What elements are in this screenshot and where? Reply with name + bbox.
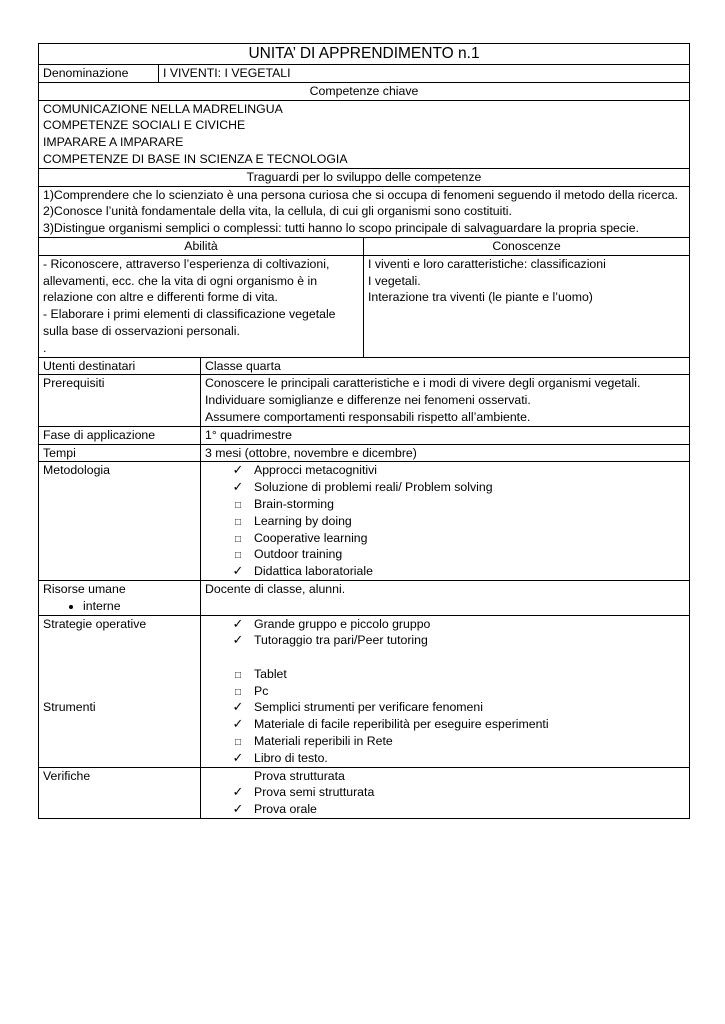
check-icon: [229, 801, 247, 818]
competenze-list: [39, 100, 690, 168]
checklist-item: [229, 716, 685, 733]
abilita-header: Abilità: [39, 237, 364, 255]
document: [38, 43, 689, 819]
conoscenza-item: I viventi e loro caratteristiche: classificazioni: [368, 256, 606, 271]
check-icon: [229, 462, 247, 479]
check-icon: [229, 699, 247, 716]
checklist-item: [229, 513, 685, 530]
checklist-item-text: Prova orale: [254, 802, 317, 817]
competenze-header: Competenze chiave: [39, 82, 690, 100]
utenti-value: Classe quarta: [201, 357, 690, 375]
metodologia-cell: [201, 462, 690, 581]
competenza-item: IMPARARE A IMPARARE: [43, 135, 184, 150]
abilita-item: - Riconoscere, attraverso l’esperienza di coltivazioni, allevamenti, ecc. che la vita di ogni organismo è in relazione con altre e differenti forme di vita.: [43, 256, 330, 305]
strategie-strumenti-label-cell: [39, 615, 201, 767]
conoscenze-list: [364, 255, 690, 357]
checklist-item-text: Soluzione di problemi reali/ Problem solving: [254, 480, 493, 495]
checklist-item: [229, 784, 685, 801]
checklist-item-text: Libro di testo.: [254, 750, 328, 765]
check-icon: [229, 750, 247, 767]
abilita-item: - Elaborare i primi elementi di classificazione vegetale sulla base di osservazioni personali.: [43, 307, 336, 338]
label-spacer: [43, 632, 196, 699]
strategie-label: Strategie operative: [43, 616, 147, 631]
risorse-value: Docente di classe, alunni.: [201, 580, 690, 615]
strumenti-list: [205, 666, 685, 767]
abilita-item: .: [43, 340, 47, 355]
checklist-item-text: Prova semi strutturata: [254, 785, 375, 800]
risorse-label-cell: [39, 580, 201, 615]
verifiche-cell: [201, 767, 690, 818]
verifiche-list: [205, 768, 685, 818]
checklist-item-text: Cooperative learning: [254, 530, 368, 545]
conoscenze-header: Conoscenze: [364, 237, 690, 255]
conoscenza-item: I vegetali.: [368, 273, 421, 288]
check-icon: [229, 616, 247, 633]
list-spacer: [205, 649, 685, 666]
checklist-item-text: Pc: [254, 683, 269, 698]
checklist-item: [229, 632, 685, 649]
header-table: [38, 43, 690, 358]
traguardi-list: [39, 186, 690, 237]
check-icon: [229, 784, 247, 801]
traguardo-item: 3)Distingue organismi semplici o complessi: tutti hanno lo scopo principale di salvaguardare la propria specie.: [43, 221, 640, 236]
metodologia-label: Metodologia: [39, 462, 201, 581]
checklist-item: [229, 496, 685, 513]
check-icon: [229, 479, 247, 496]
checklist-item: [229, 666, 685, 683]
risorse-sublist: [43, 598, 196, 615]
checklist-item-text: Semplici strumenti per verificare fenomeni: [254, 700, 483, 715]
risorse-label: Risorse umane: [43, 581, 126, 596]
strategie-list: [205, 616, 685, 650]
metodologia-list: [205, 462, 685, 580]
check-icon: [229, 563, 247, 580]
prerequisito-item: Conoscere le principali caratteristiche e i modi di vivere degli organismi vegetali.: [205, 376, 641, 391]
verifiche-label: Verifiche: [39, 767, 201, 818]
checklist-item: [229, 733, 685, 750]
checklist-item-text: Learning by doing: [254, 513, 352, 528]
checklist-item-text: Didattica laboratoriale: [254, 564, 373, 579]
checklist-item-text: Approcci metacognitivi: [254, 463, 378, 478]
checklist-item-text: Materiali reperibili in Rete: [254, 734, 393, 749]
checklist-item: [229, 750, 685, 767]
checklist-item: [229, 546, 685, 563]
utenti-label: Utenti destinatari: [39, 357, 201, 375]
competenza-item: COMPETENZE SOCIALI E CIVICHE: [43, 118, 246, 133]
checklist-item: [229, 699, 685, 716]
denominazione-label: Denominazione: [39, 65, 159, 83]
fase-value: 1° quadrimestre: [201, 426, 690, 444]
checklist-item-text: Brain-storming: [254, 496, 334, 511]
checklist-item: [229, 563, 685, 580]
checklist-item-text: Materiale di facile reperibilità per eseguire esperimenti: [254, 717, 549, 732]
checklist-item-text: Grande gruppo e piccolo gruppo: [254, 616, 431, 631]
checklist-item-text: Prova strutturata: [254, 768, 345, 783]
strumenti-label: Strumenti: [43, 700, 96, 715]
prerequisiti-list: [201, 375, 690, 426]
prerequisiti-label: Prerequisiti: [39, 375, 201, 426]
checklist-item: [229, 616, 685, 633]
risorse-sublabel: • interne: [83, 598, 196, 615]
checklist-item: [229, 462, 685, 479]
prerequisito-item: Individuare somiglianze e differenze nei fenomeni osservati.: [205, 393, 531, 408]
check-icon: [229, 632, 247, 649]
traguardi-header: Traguardi per lo sviluppo delle competenze: [39, 168, 690, 186]
abilita-list: [39, 255, 364, 357]
details-table: [38, 357, 690, 820]
checklist-item-text: Tutoraggio tra pari/Peer tutoring: [254, 633, 428, 648]
traguardo-item: 1)Comprendere che lo scienziato è una persona curiosa che si occupa di fenomeni seguendo il metodo della ricerca.: [43, 187, 679, 202]
fase-label: Fase di applicazione: [39, 426, 201, 444]
strategie-strumenti-cell: [201, 615, 690, 767]
denominazione-value: I VIVENTI: I VEGETALI: [159, 65, 690, 83]
conoscenza-item: Interazione tra viventi (le piante e l’uomo): [368, 290, 593, 305]
prerequisito-item: Assumere comportamenti responsabili rispetto all’ambiente.: [205, 409, 531, 424]
page-title: UNITA’ DI APPRENDIMENTO n.1: [39, 44, 690, 65]
traguardo-item: 2)Conosce l’unità fondamentale della vita, la cellula, di cui gli organismi sono costituiti.: [43, 204, 512, 219]
competenza-item: COMPETENZE DI BASE IN SCIENZA E TECNOLOGIA: [43, 151, 348, 166]
tempi-value: 3 mesi (ottobre, novembre e dicembre): [201, 444, 690, 462]
check-icon: [229, 716, 247, 733]
tempi-label: Tempi: [39, 444, 201, 462]
checklist-item-text: Tablet: [254, 666, 287, 681]
checklist-item: [229, 801, 685, 818]
checklist-item: [229, 530, 685, 547]
checklist-item-text: Outdoor training: [254, 547, 343, 562]
checklist-item: [229, 479, 685, 496]
competenza-item: COMUNICAZIONE NELLA MADRELINGUA: [43, 101, 283, 116]
checklist-item: [229, 683, 685, 700]
checklist-item: [229, 768, 685, 785]
